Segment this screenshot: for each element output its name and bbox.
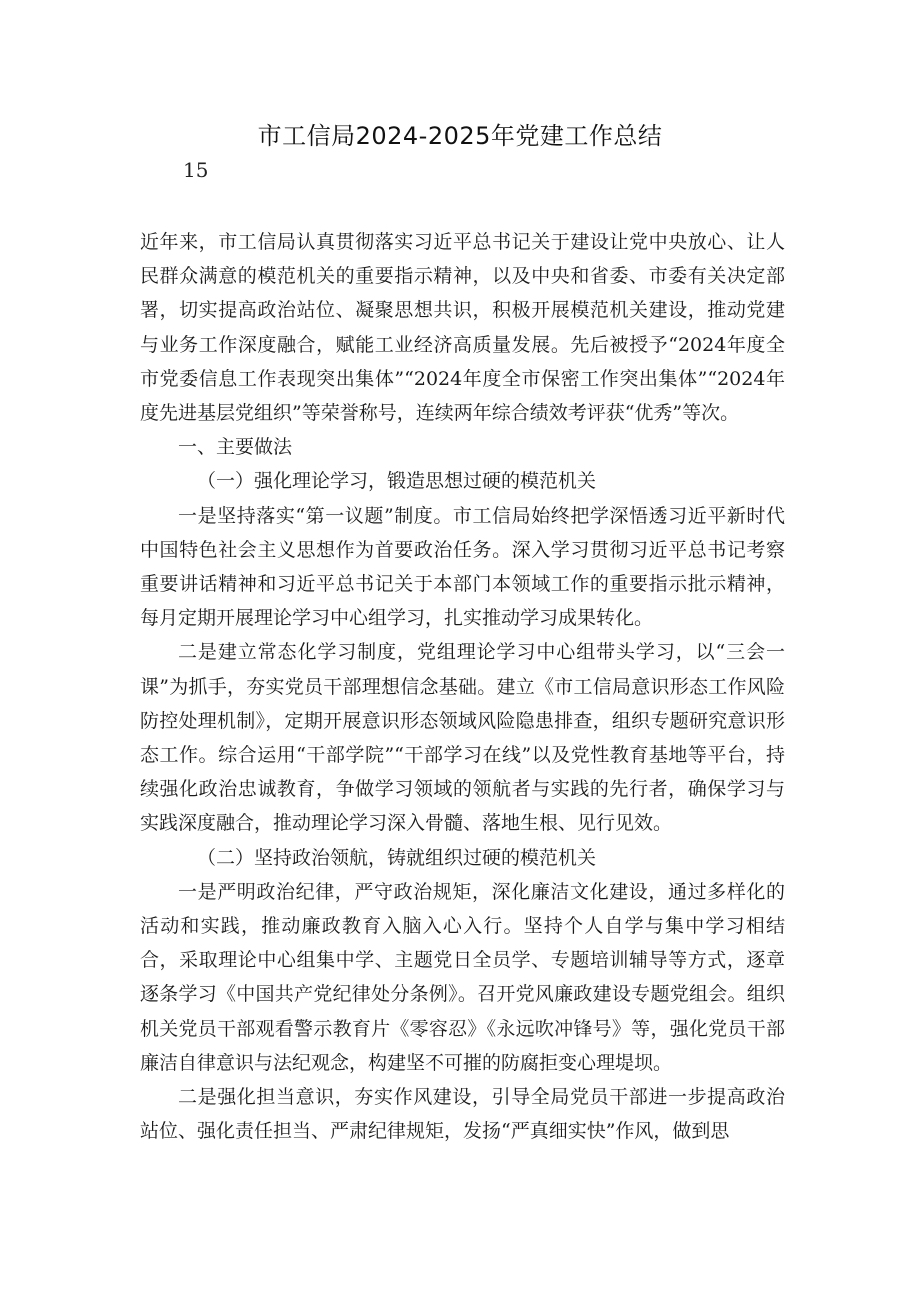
section-heading-main-practices: 一、主要做法: [178, 436, 293, 459]
body-paragraph: 二是强化担当意识，夯实作风建设，引导全局党员干部进一步提高政治站位、强化责任担当、严肃纪律规矩，发扬“严真细实快”作风，做到思: [140, 1086, 785, 1143]
document-title: 市工信局2024-2025年党建工作总结: [257, 122, 663, 150]
body-paragraph: 一是坚持落实“第一议题”制度。市工信局始终把学深悟透习近平新时代中国特色社会主义思想作为首要政治任务。深入学习贯彻习近平总书记考察重要讲话精神和习近平总书记关于本部门本领域工作的重要指示批示精神，每月定期开展理论学习中心组学习，扎实推动学习成果转化。: [140, 504, 785, 630]
subsection-heading-2: （二）坚持政治领航，铸就组织过硬的模范机关: [197, 846, 597, 869]
body-paragraph: 一是严明政治纪律，严守政治规矩，深化廉洁文化建设，通过多样化的活动和实践，推动廉政教育入脑入心入行。坚持个人自学与集中学习相结合，采取理论中心组集中学、主题党日全员学、专题培训辅导等方式，逐章逐条学习《中国共产党纪律处分条例》。召开党风廉政建设专题党组会。组织机关党员干部观看警示教育片《零容忍》《永远吹冲锋号》等，强化党员干部廉洁自律意识与法纪观念，构建坚不可摧的防腐拒变心理堤坝。: [140, 880, 785, 1074]
document-body: [140, 225, 785, 1148]
intro-paragraph: 近年来，市工信局认真贯彻落实习近平总书记关于建设让党中央放心、让人民群众满意的模范机关的重要指示精神，以及中央和省委、市委有关决定部署，切实提高政治站位、凝聚思想共识，积极开展模范机关建设，推动党建与业务工作深度融合，赋能工业经济高质量发展。先后被授予“2024年度全市党委信息工作表现突出集体”“2024年度全市保密工作突出集体”“2024年度先进基层党组织”等荣誉称号，连续两年综合绩效考评获“优秀”等次。: [140, 231, 785, 425]
subsection-heading-1: （一）强化理论学习，锻造思想过硬的模范机关: [197, 470, 597, 493]
page-number: 15: [183, 158, 209, 182]
body-paragraph: 二是建立常态化学习制度，党组理论学习中心组带头学习，以“三会一课”为抓手，夯实党员干部理想信念基础。建立《市工信局意识形态工作风险防控处理机制》，定期开展意识形态领域风险隐患排查，组织专题研究意识形态工作。综合运用“干部学院”“干部学习在线”以及党性教育基地等平台，持续强化政治忠诚教育，争做学习领域的领航者与实践的先行者，确保学习与实践深度融合，推动理论学习深入骨髓、落地生根、见行见效。: [140, 641, 785, 835]
